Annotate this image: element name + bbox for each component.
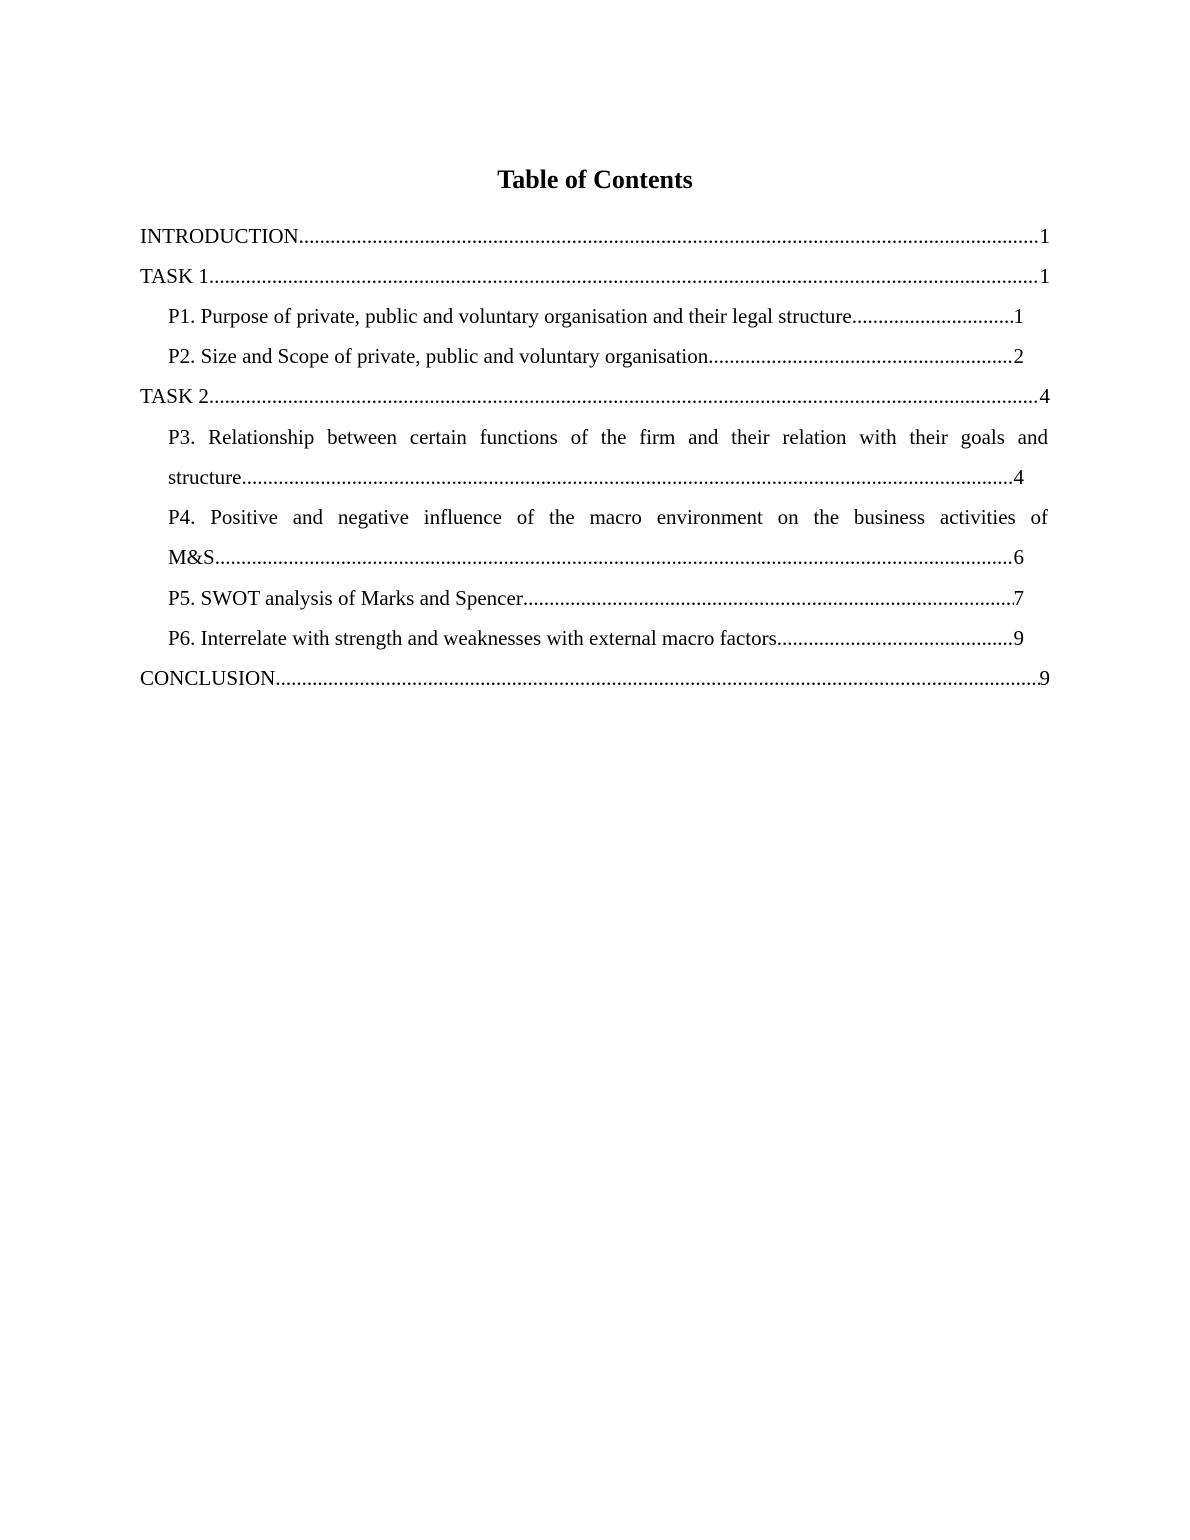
toc-page-number: 6 [1013,545,1024,569]
toc-page-number: 1 [1039,264,1050,288]
toc-entry-p4-line1[interactable]: P4. Positive and negative influence of the macro environment on the business activities of [168,505,1048,529]
toc-entry-label: structure [168,465,242,489]
toc-dot-leader [209,376,1040,416]
toc-title: Table of Contents [497,165,693,194]
toc-entry-p4[interactable] [168,537,1024,577]
toc-dot-leader [852,296,1014,336]
toc-page-number: 1 [1039,224,1050,248]
toc-entry-label: M&S [168,545,215,569]
toc-dot-leader [241,457,1013,497]
toc-entry-label: CONCLUSION [140,666,276,690]
toc-dot-leader [299,216,1040,256]
toc-dot-leader [275,658,1039,698]
toc-entry-task-1[interactable] [140,256,1050,296]
toc-page-number: 2 [1013,344,1024,368]
toc-dot-leader [523,578,1014,618]
toc-entry-label: P6. Interrelate with strength and weaknesses with external macro factors [168,626,777,650]
toc-dot-leader [708,336,1013,376]
toc-entry-conclusion[interactable] [140,658,1050,698]
toc-dot-leader [209,256,1040,296]
toc-entry-introduction[interactable] [140,216,1050,256]
toc-entry-label: TASK 1 [140,264,209,288]
toc-entry-p3-line1[interactable]: P3. Relationship between certain functions of the firm and their relation with their goals and [168,425,1048,449]
toc-entry-p3[interactable] [168,457,1024,497]
toc-entry-p1[interactable] [168,296,1024,336]
toc-entry-task-2[interactable] [140,376,1050,416]
toc-page-number: 7 [1013,586,1024,610]
toc-dot-leader [777,618,1014,658]
toc-page-number: 4 [1039,384,1050,408]
toc-entry-p5[interactable] [168,578,1024,618]
toc-entry-label: P1. Purpose of private, public and voluntary organisation and their legal structure [168,304,852,328]
toc-entry-label: P2. Size and Scope of private, public and voluntary organisation [168,344,709,368]
toc-page-number: 9 [1013,626,1024,650]
toc-dot-leader [215,537,1014,577]
toc-entry-label: INTRODUCTION [140,224,299,248]
toc-entry-p2[interactable] [168,336,1024,376]
toc-entry-label: TASK 2 [140,384,209,408]
toc-entry-p6[interactable] [168,618,1024,658]
toc-page-number: 4 [1013,465,1024,489]
toc-page-number: 1 [1013,304,1024,328]
toc-page-number: 9 [1039,666,1050,690]
toc-entry-label: P5. SWOT analysis of Marks and Spencer [168,586,523,610]
